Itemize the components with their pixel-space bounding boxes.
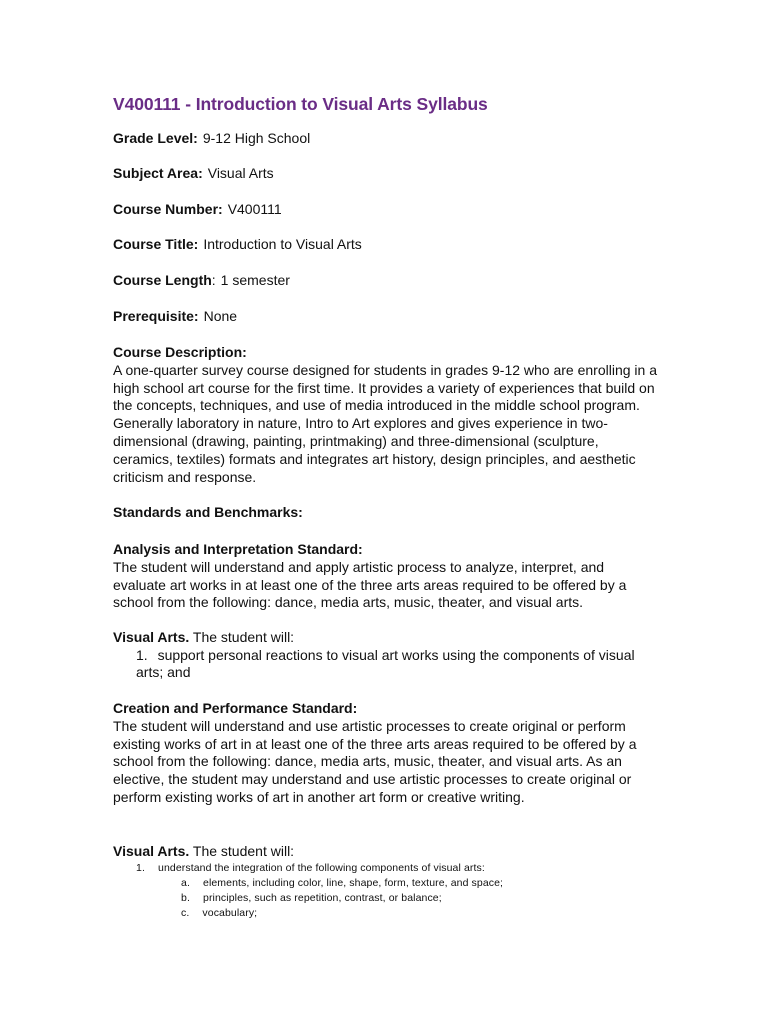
sub-list-text: vocabulary; <box>202 907 258 919</box>
analysis-standard-text: The student will understand and apply artistic process to analyze, interpret, and evaluate art works in at least one of the three arts areas required to be offered by a school from the following: dance, media arts, music, theater, and visual arts. <box>113 558 627 611</box>
visual-arts-lead-1 <box>113 629 658 647</box>
field-value: Introduction to Visual Arts <box>203 236 362 252</box>
analysis-standard-heading: Analysis and Interpretation Standard: <box>113 541 363 557</box>
field-label: Course Length <box>113 272 212 288</box>
standards-heading <box>113 504 658 522</box>
prerequisite-field <box>113 308 237 324</box>
field-label: Subject Area: <box>113 165 203 181</box>
analysis-standard-section <box>113 541 658 612</box>
sub-list-text: elements, including color, line, shape, form, texture, and space; <box>203 877 504 889</box>
sub-list-letter: c. <box>181 907 190 919</box>
course-description-section <box>113 344 658 486</box>
visual-arts-lead-rest: The student will: <box>192 629 295 645</box>
grade-level-field <box>113 130 310 146</box>
field-label: Grade Level: <box>113 130 198 146</box>
sub-list-letter: b. <box>181 892 190 904</box>
field-value: 9-12 High School <box>202 130 311 146</box>
list-number: 1. <box>136 647 148 663</box>
visual-arts-lead-2 <box>113 843 658 861</box>
course-number-field <box>113 201 282 217</box>
course-length-field <box>113 272 290 288</box>
field-value: Visual Arts <box>207 165 274 181</box>
field-value: 1 semester <box>220 272 290 288</box>
page-title: V400111 - Introduction to Visual Arts Syllabus <box>113 94 488 114</box>
sub-list-text: principles, such as repetition, contrast, or balance; <box>203 892 442 904</box>
sub-list-item <box>181 877 503 889</box>
field-value: V400111 <box>227 201 282 217</box>
course-title-field <box>113 236 362 252</box>
field-value: None <box>203 308 238 324</box>
subject-area-field <box>113 165 274 181</box>
list-item <box>136 862 485 874</box>
list-number: 1. <box>136 862 145 874</box>
course-description-text: A one-quarter survey course designed for students in grades 9-12 who are enrolling in a high school art course for the first time. It provides a variety of experiences that build on the concepts, techniques, and use of media introduced in the middle school program. Generally laboratory in nature, Intro to Art explores and gives experience in two-dimensional (drawing, painting, printmaking) and three-dimensional (sculpture, ceramics, textiles) formats and integrates art history, design principles, and aesthetic criticism and response. <box>113 361 657 485</box>
creation-standard-heading: Creation and Performance Standard: <box>113 700 358 716</box>
creation-standard-text: The student will understand and use artistic processes to create original or perform existing works of art in at least one of the three arts areas required to be offered by a school from the following: dance, media arts, music, theater, and visual arts. As an elective, the student may understand and use artistic processes to create original or perform existing works of art in another art form or creative writing. <box>113 717 637 805</box>
field-label: Course Title: <box>113 236 199 252</box>
sub-list-letter: a. <box>181 877 190 889</box>
creation-standard-section <box>113 700 658 807</box>
visual-arts-lead-rest: The student will: <box>192 843 295 859</box>
list-item-text: support personal reactions to visual art works using the components of visual arts; and <box>136 647 635 680</box>
course-description-heading: Course Description: <box>113 344 247 360</box>
list-item <box>136 647 656 681</box>
visual-arts-lead-bold: Visual Arts. <box>113 629 190 645</box>
list-item-text: understand the integration of the following components of visual arts: <box>158 862 485 874</box>
sub-list-item <box>181 907 257 919</box>
standards-heading-text: Standards and Benchmarks: <box>113 504 303 520</box>
sub-list-item <box>181 892 442 904</box>
field-colon: : <box>211 272 216 288</box>
visual-arts-lead-bold: Visual Arts. <box>113 843 190 859</box>
field-label: Prerequisite: <box>113 308 199 324</box>
field-label: Course Number: <box>113 201 223 217</box>
